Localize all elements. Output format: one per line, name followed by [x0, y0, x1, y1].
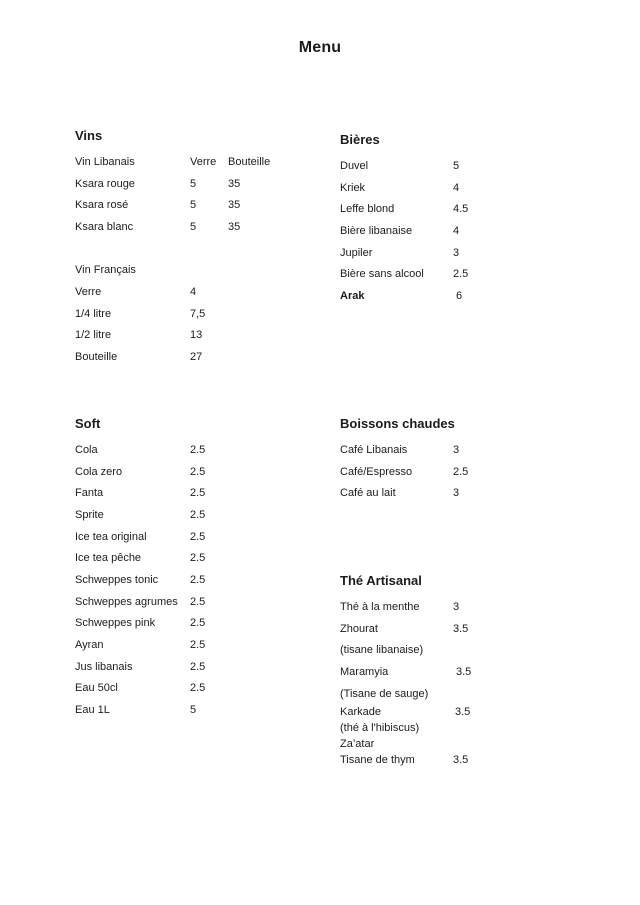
- item-price: 4.5: [453, 203, 469, 216]
- item-label: Leffe blond: [340, 203, 395, 216]
- item-label: Eau 50cl: [75, 682, 118, 695]
- menu-row: [75, 461, 307, 483]
- menu-row: [75, 216, 307, 238]
- item-price: 5: [190, 704, 197, 717]
- item-price: 2.5: [190, 487, 206, 500]
- menu-row: [75, 699, 307, 721]
- item-price-bottle: 35: [228, 220, 241, 233]
- item-price: 5: [190, 220, 197, 233]
- item-price: 27: [190, 351, 203, 364]
- menu-row: [75, 526, 307, 548]
- item-price: 2.5: [190, 617, 206, 630]
- item-label: (Tisane de sauge): [340, 687, 429, 700]
- item-label: Eau 1L: [75, 704, 110, 717]
- item-price: 3: [453, 487, 460, 500]
- item-price: 2.5: [190, 660, 206, 673]
- menu-row: [340, 596, 568, 618]
- item-price: 2.5: [190, 639, 206, 652]
- item-price: Verre: [190, 155, 217, 168]
- item-price: 2.5: [190, 682, 206, 695]
- section-heading-boissons-chaudes: Boissons chaudes: [340, 416, 455, 431]
- menu-row: [75, 547, 307, 569]
- section-rows-bieres: [340, 155, 568, 307]
- item-label: Jupiler: [340, 246, 373, 259]
- menu-row: [340, 704, 568, 720]
- item-price: 2.5: [453, 268, 469, 281]
- item-label: Za’atar: [340, 738, 375, 751]
- item-label: Bière sans alcool: [340, 268, 424, 281]
- item-price: 6: [456, 289, 463, 302]
- item-price-bottle: 35: [228, 199, 241, 212]
- item-label: Ice tea original: [75, 530, 147, 543]
- item-label: Maramyia: [340, 665, 389, 678]
- item-label: Schweppes agrumes: [75, 595, 178, 608]
- item-label: Cola zero: [75, 465, 123, 478]
- section-heading-bieres: Bières: [340, 132, 380, 147]
- item-label: Ksara rouge: [75, 177, 135, 190]
- section-heading-soft: Soft: [75, 416, 101, 431]
- item-price: 3: [453, 600, 460, 613]
- item-label: Thé à la menthe: [340, 600, 420, 613]
- section-rows-vins: [75, 151, 307, 368]
- item-price: 4: [190, 285, 197, 298]
- menu-row: [75, 303, 307, 325]
- menu-row: [75, 259, 307, 281]
- menu-row: [75, 634, 307, 656]
- item-price: 2.5: [190, 443, 206, 456]
- item-label: Kriek: [340, 181, 366, 194]
- section-boissons-chaudes: [340, 415, 568, 504]
- menu-row: [75, 173, 307, 195]
- menu-row: [75, 569, 307, 591]
- section-vins: [75, 127, 307, 368]
- section-bieres: [340, 131, 568, 307]
- item-label: Cola: [75, 443, 98, 456]
- item-price-bottle: 35: [228, 177, 241, 190]
- item-price: 5: [453, 159, 460, 172]
- menu-row: [75, 613, 307, 635]
- menu-row: [75, 281, 307, 303]
- item-label: Vin Français: [75, 264, 136, 277]
- item-price-bottle: Bouteille: [228, 155, 271, 168]
- menu-row: [340, 155, 568, 177]
- menu-row: [75, 346, 307, 368]
- item-price: 3.5: [456, 665, 472, 678]
- item-label: Sprite: [75, 508, 104, 521]
- item-label: Verre: [75, 285, 102, 298]
- item-price: 3.5: [453, 622, 469, 635]
- menu-row: [75, 678, 307, 700]
- item-label: Café au lait: [340, 487, 396, 500]
- section-heading-vins: Vins: [75, 128, 103, 143]
- menu-row: [340, 482, 568, 504]
- item-price: 3.5: [453, 754, 469, 767]
- menu-row: [340, 177, 568, 199]
- section-the-artisanal: [340, 572, 568, 768]
- menu-row: [340, 242, 568, 264]
- item-label: Zhourat: [340, 622, 378, 635]
- item-label: Ksara blanc: [75, 220, 134, 233]
- menu-row: [340, 198, 568, 220]
- item-price: 2.5: [190, 552, 206, 565]
- item-label: Fanta: [75, 487, 104, 500]
- item-label: Schweppes pink: [75, 617, 156, 630]
- menu-row: [75, 151, 307, 173]
- item-label: 1/2 litre: [75, 329, 112, 342]
- menu-row: [75, 591, 307, 613]
- item-price: 2.5: [453, 465, 469, 478]
- menu-row: [75, 656, 307, 678]
- menu-row: [340, 639, 568, 661]
- item-price: 4: [453, 224, 460, 237]
- item-label: Jus libanais: [75, 660, 133, 673]
- item-label: Ksara rosé: [75, 199, 129, 212]
- menu-row: [75, 325, 307, 347]
- menu-row: [340, 220, 568, 242]
- menu-row: [340, 263, 568, 285]
- item-price: 3.5: [455, 706, 471, 719]
- item-price: 2.5: [190, 508, 206, 521]
- item-price: 4: [453, 181, 460, 194]
- item-label: Café/Espresso: [340, 465, 413, 478]
- section-rows-soft: [75, 439, 307, 721]
- section-rows-the-artisanal: [340, 596, 568, 768]
- item-price: 3: [453, 443, 460, 456]
- item-label: (thé à l'hibiscus): [340, 722, 420, 735]
- menu-row: [75, 439, 307, 461]
- item-label: Karkade: [340, 706, 381, 719]
- menu-row: [340, 736, 568, 752]
- menu-row: [75, 482, 307, 504]
- item-label: Café Libanais: [340, 443, 408, 456]
- section-rows-boissons-chaudes: [340, 439, 568, 504]
- menu-row: [340, 461, 568, 483]
- menu-row: [75, 504, 307, 526]
- item-label: Bière libanaise: [340, 224, 413, 237]
- item-price: 2.5: [190, 465, 206, 478]
- menu-row: [340, 285, 568, 307]
- menu-row: [340, 439, 568, 461]
- item-price: 5: [190, 199, 197, 212]
- item-label: Tisane de thym: [340, 754, 415, 767]
- item-label: Schweppes tonic: [75, 573, 159, 586]
- menu-row: [75, 238, 307, 260]
- menu-row: [340, 752, 568, 768]
- item-label: Bouteille: [75, 351, 118, 364]
- menu-row: [340, 720, 568, 736]
- page-title: Menu: [298, 39, 342, 56]
- item-label: Duvel: [340, 159, 369, 172]
- item-price: 5: [190, 177, 197, 190]
- item-label: Ice tea pêche: [75, 552, 142, 565]
- item-price: 2.5: [190, 595, 206, 608]
- item-label: Vin Libanais: [75, 155, 135, 168]
- item-price: 2.5: [190, 573, 206, 586]
- item-price: 3: [453, 246, 460, 259]
- item-label: Arak: [340, 289, 365, 302]
- item-price: 7,5: [190, 307, 206, 320]
- item-label: 1/4 litre: [75, 307, 112, 320]
- item-price: 13: [190, 329, 203, 342]
- section-heading-the-artisanal: Thé Artisanal: [340, 573, 422, 588]
- section-soft: [75, 415, 307, 721]
- item-price: 2.5: [190, 530, 206, 543]
- menu-row: [340, 661, 568, 683]
- item-label: (tisane libanaise): [340, 644, 424, 657]
- item-label: Ayran: [75, 639, 104, 652]
- menu-row: [340, 683, 568, 705]
- menu-row: [75, 194, 307, 216]
- menu-row: [340, 618, 568, 640]
